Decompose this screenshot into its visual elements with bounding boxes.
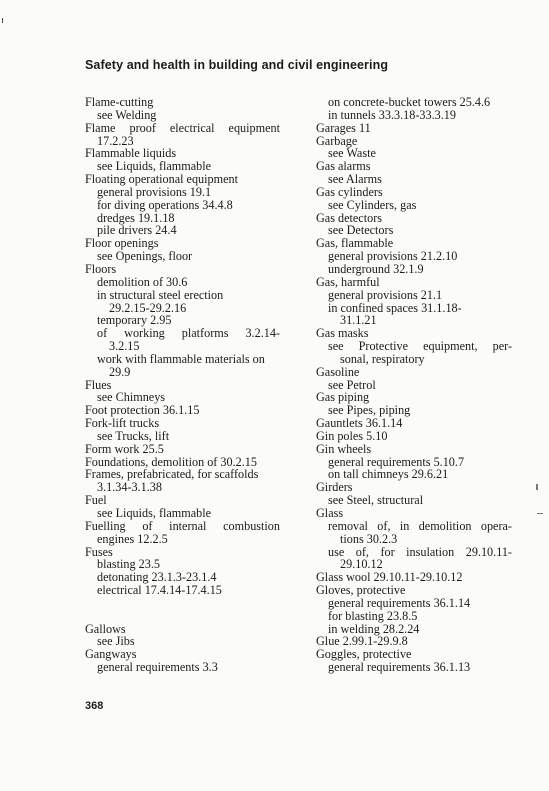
index-subentry: 3.2.15 — [109, 339, 140, 354]
index-entry: Gas detectors — [316, 210, 382, 225]
index-subentry: detonating 23.1.3-23.1.4 — [97, 570, 217, 585]
index-entry: Fork-lift trucks — [85, 416, 160, 431]
index-entry: Gasoline — [316, 364, 360, 379]
index-entry: Flame-cutting — [85, 95, 154, 109]
index-subentry: see Liquids, flammable — [97, 506, 212, 520]
index-subentry: 29.9 — [109, 364, 131, 379]
index-entry: Frames, prefabricated, for scaffolds — [85, 467, 259, 482]
index-subentry: see Cylinders, gas — [328, 197, 417, 212]
index-subentry: see Chimneys — [97, 390, 166, 405]
index-subentry: dredges 19.1.18 — [97, 210, 175, 225]
index-entry: Gas cylinders — [316, 184, 383, 199]
index-subentry: general requirements 36.1.13 — [328, 660, 471, 675]
index-subentry: in structural steel erection — [97, 287, 224, 302]
index-subentry: 29.2.15-29.2.16 — [109, 300, 187, 315]
index-subentry: see Waste — [328, 146, 376, 161]
index-entry: Fuses — [85, 544, 113, 559]
index-subentry: general requirements 36.1.14 — [328, 595, 471, 610]
index-entry: Flammable liquids — [85, 146, 177, 161]
index-entry: Gas, harmful — [316, 274, 380, 289]
index-subentry: see Alarms — [328, 172, 382, 187]
index-entry: Gas, flammable — [316, 236, 394, 251]
index-subentry: sonal, respiratory — [340, 351, 425, 366]
index-subentry: see Protective equipment, per- — [328, 339, 512, 354]
index-entry: Fuel — [85, 493, 107, 508]
index-entry: Flues — [85, 377, 112, 392]
index-entry: Goggles, protective — [316, 647, 412, 662]
index-entry: Gas piping — [316, 390, 370, 405]
index-subentry: use of, for insulation 29.10.11- — [328, 544, 512, 559]
index-subentry: see Detectors — [328, 223, 394, 238]
index-spacer — [85, 597, 280, 623]
index-entry: Gin wheels — [316, 441, 372, 456]
index-entry: Fuelling of internal combustion — [85, 518, 280, 533]
index-subentry: see Welding — [97, 107, 157, 122]
index-subentry: on tall chimneys 29.6.21 — [328, 467, 449, 482]
index-entry: Gloves, protective — [316, 583, 406, 598]
index-entry: Girders — [316, 480, 353, 495]
index-subentry: pile drivers 24.4 — [97, 223, 177, 238]
index-subentry: in welding 28.2.24 — [328, 621, 420, 636]
index-subentry: electrical 17.4.14-17.4.15 — [97, 583, 222, 598]
index-subentry: 31.1.21 — [340, 313, 377, 328]
index-subentry: general provisions 21.2.10 — [328, 249, 458, 264]
index-subentry: temporary 2.95 — [97, 313, 172, 328]
index-entry: Gauntlets 36.1.14 — [316, 416, 403, 431]
index-subentry: general provisions 19.1 — [97, 184, 212, 199]
index-subentry: work with flammable materials on — [97, 351, 265, 366]
index-entry: Garbage — [316, 133, 358, 148]
page-header: Safety and health in building and civil engineering — [85, 58, 389, 72]
index-entry: Glass wool 29.10.11-29.10.12 — [316, 570, 463, 585]
index-subentry: for blasting 23.8.5 — [328, 608, 418, 623]
index-entry: Gin poles 5.10 — [316, 428, 388, 443]
index-subentry: general provisions 21.1 — [328, 287, 443, 302]
index-entry: Gangways — [85, 647, 137, 662]
index-subentry: see Openings, floor — [97, 249, 193, 264]
index-column-right — [316, 96, 512, 674]
index-entry: Foot protection 36.1.15 — [85, 403, 200, 418]
index-entry: Glass — [316, 506, 344, 520]
index-entry: Garages 11 — [316, 120, 371, 135]
index-subentry: see Pipes, piping — [328, 403, 411, 418]
index-subentry: removal of, in demolition opera- — [328, 518, 512, 533]
index-subentry: general requirements 3.3 — [97, 660, 218, 675]
index-entry: Gas alarms — [316, 159, 371, 174]
index-subentry: of working platforms 3.2.14- — [97, 326, 280, 341]
scan-speck — [2, 18, 3, 23]
index-subentry: in confined spaces 31.1.18- — [328, 300, 462, 315]
index-subentry: blasting 23.5 — [97, 557, 160, 572]
index-subentry: for diving operations 34.4.8 — [97, 197, 233, 212]
index-entry: Foundations, demolition of 30.2.15 — [85, 454, 257, 469]
index-entry: Glue 2.99.1-29.9.8 — [316, 634, 408, 649]
index-entry: Floors — [85, 261, 117, 276]
index-subentry: in tunnels 33.3.18-33.3.19 — [328, 107, 456, 122]
scan-speck — [537, 513, 543, 514]
index-subentry: general requirements 5.10.7 — [328, 454, 465, 469]
index-subentry: underground 32.1.9 — [328, 261, 424, 276]
index-entry: Floor openings — [85, 236, 159, 251]
index-entry: Gallows — [85, 621, 126, 636]
index-subentry: 29.10.12 — [340, 557, 383, 572]
index-subentry: 3.1.34-3.1.38 — [97, 480, 162, 495]
index-subentry: see Trucks, lift — [97, 428, 170, 443]
index-entry: Flame proof electrical equipment — [85, 120, 280, 135]
page-number: 368 — [85, 700, 104, 712]
index-subentry: engines 12.2.5 — [97, 531, 168, 546]
index-entry: Floating operational equipment — [85, 172, 238, 187]
index-subentry: on concrete-bucket towers 25.4.6 — [328, 95, 491, 109]
index-subentry: see Jibs — [97, 634, 135, 649]
index-subentry: see Liquids, flammable — [97, 159, 212, 174]
index-subentry: tions 30.2.3 — [340, 531, 398, 546]
scan-speck — [536, 484, 538, 490]
index-subentry: see Steel, structural — [328, 493, 424, 508]
index-entry: Form work 25.5 — [85, 441, 164, 456]
index-column-left — [85, 96, 280, 674]
index-subentry: see Petrol — [328, 377, 376, 392]
index-subentry: demolition of 30.6 — [97, 274, 188, 289]
index-subentry: 17.2.23 — [97, 133, 134, 148]
index-entry: Gas masks — [316, 326, 369, 341]
